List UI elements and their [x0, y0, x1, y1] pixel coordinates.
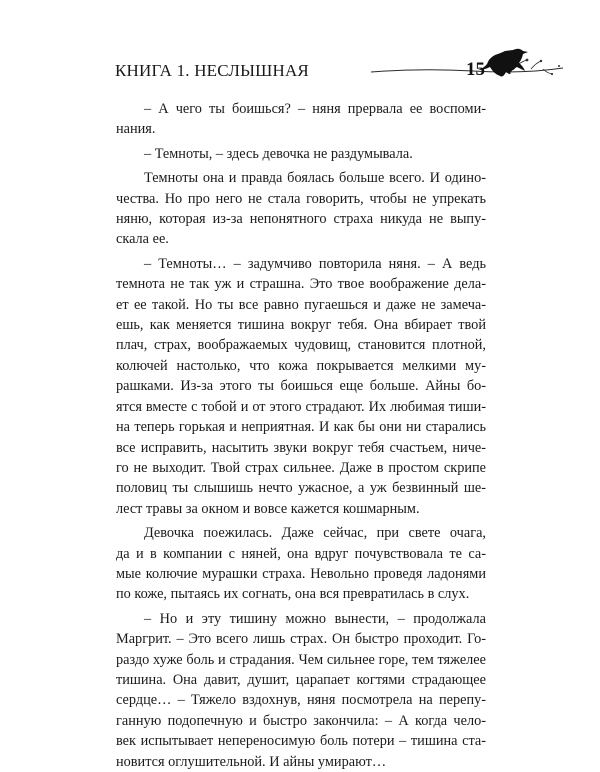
- text-line: Темноты она и правда боялась больше всего. И одино-: [144, 170, 486, 187]
- text-line: ет ее такой. Но ты все равно пугаешься и даже не замеча-: [116, 296, 486, 313]
- text-line: все исправить, насытить звуки вокруг тебя счастьем, ниче-: [116, 439, 486, 456]
- body-text: [116, 99, 486, 772]
- text-line: да и в компании с няней, она вдруг почувствовала те са-: [116, 545, 486, 562]
- text-line: век испытывает непереносимую боль потери – тишина ста-: [116, 733, 486, 750]
- paragraph: [116, 99, 486, 140]
- text-line: плач, страх, воображаемых чудовищ, становится плотной,: [116, 337, 486, 354]
- text-line: ганную подопечную и быстро закончила: – А когда чело-: [116, 712, 486, 729]
- paragraph: [116, 168, 486, 250]
- text-line: тишина. Она давит, душит, царапает когтями страдающее: [116, 671, 486, 688]
- page-number: 15: [466, 59, 485, 80]
- text-line: – Темноты, – здесь девочка не раздумывала.: [144, 145, 413, 162]
- text-line: раздо хуже боль и страдания. Чем сильнее горе, тем тяжелее: [116, 651, 486, 668]
- text-line: – А чего ты боишься? – няня прервала ее воспоми-: [144, 101, 486, 117]
- text-line: Девочка поежилась. Даже сейчас, при свете очага,: [144, 525, 486, 542]
- text-line: Маргрит. – Это всего лишь страх. Он быстро проходит. Го-: [116, 631, 486, 648]
- text-line: половиц ты слышишь нечто ужасное, а уж безвинный ше-: [116, 480, 486, 497]
- text-line: чества. Но про него не стала говорить, чтобы не упрекать: [116, 190, 486, 207]
- text-line: лест травы за окном и вовсе кажется кошмарным.: [116, 500, 420, 517]
- text-line: няню, которая из-за непонятного страха никуда не выпу-: [116, 211, 486, 228]
- text-line: новится оглушительной. И айны умирают…: [116, 753, 387, 770]
- text-line: го не выходит. Твой страх сильнее. Даже в простом скрипе: [116, 459, 486, 476]
- text-line: темнота не так уж и страшна. Это твое воображение дела-: [116, 276, 486, 293]
- text-line: рашками. Из-за этого ты боишься еще больше. Айны бо-: [116, 378, 486, 395]
- paragraph: [116, 523, 486, 605]
- text-line: ешь, как меняется тишина вокруг тебя. Она вбирает твой: [116, 317, 486, 334]
- running-header: [115, 44, 485, 92]
- paragraph: [116, 254, 486, 519]
- text-line: – Темноты… – задумчиво повторила няня. – А ведь: [144, 255, 486, 272]
- text-line: мые колючие мурашки страха. Невольно проведя ладонями: [116, 565, 486, 582]
- text-line: на теперь горькая и неприятная. И как бы они ни старались: [116, 419, 486, 436]
- text-line: ятся вместе с тобой и от этого страдают. Их любимая тиши-: [116, 398, 486, 415]
- text-line: нания.: [116, 121, 156, 138]
- paragraph: [116, 144, 486, 164]
- text-line: скала ее.: [116, 231, 169, 248]
- text-line: колючей настолько, что кожа покрывается мелкими му-: [116, 357, 486, 374]
- text-line: сердце… – Тяжело вздохнув, няня посмотрела на перепу-: [116, 692, 486, 709]
- running-title: КНИГА 1. НЕСЛЫШНАЯ: [115, 61, 309, 80]
- paragraph: [116, 609, 486, 772]
- text-line: – Но и эту тишину можно вынести, – продолжала: [144, 610, 486, 627]
- text-line: по коже, пытаясь их согнать, она вся превратилась в слух.: [116, 586, 470, 603]
